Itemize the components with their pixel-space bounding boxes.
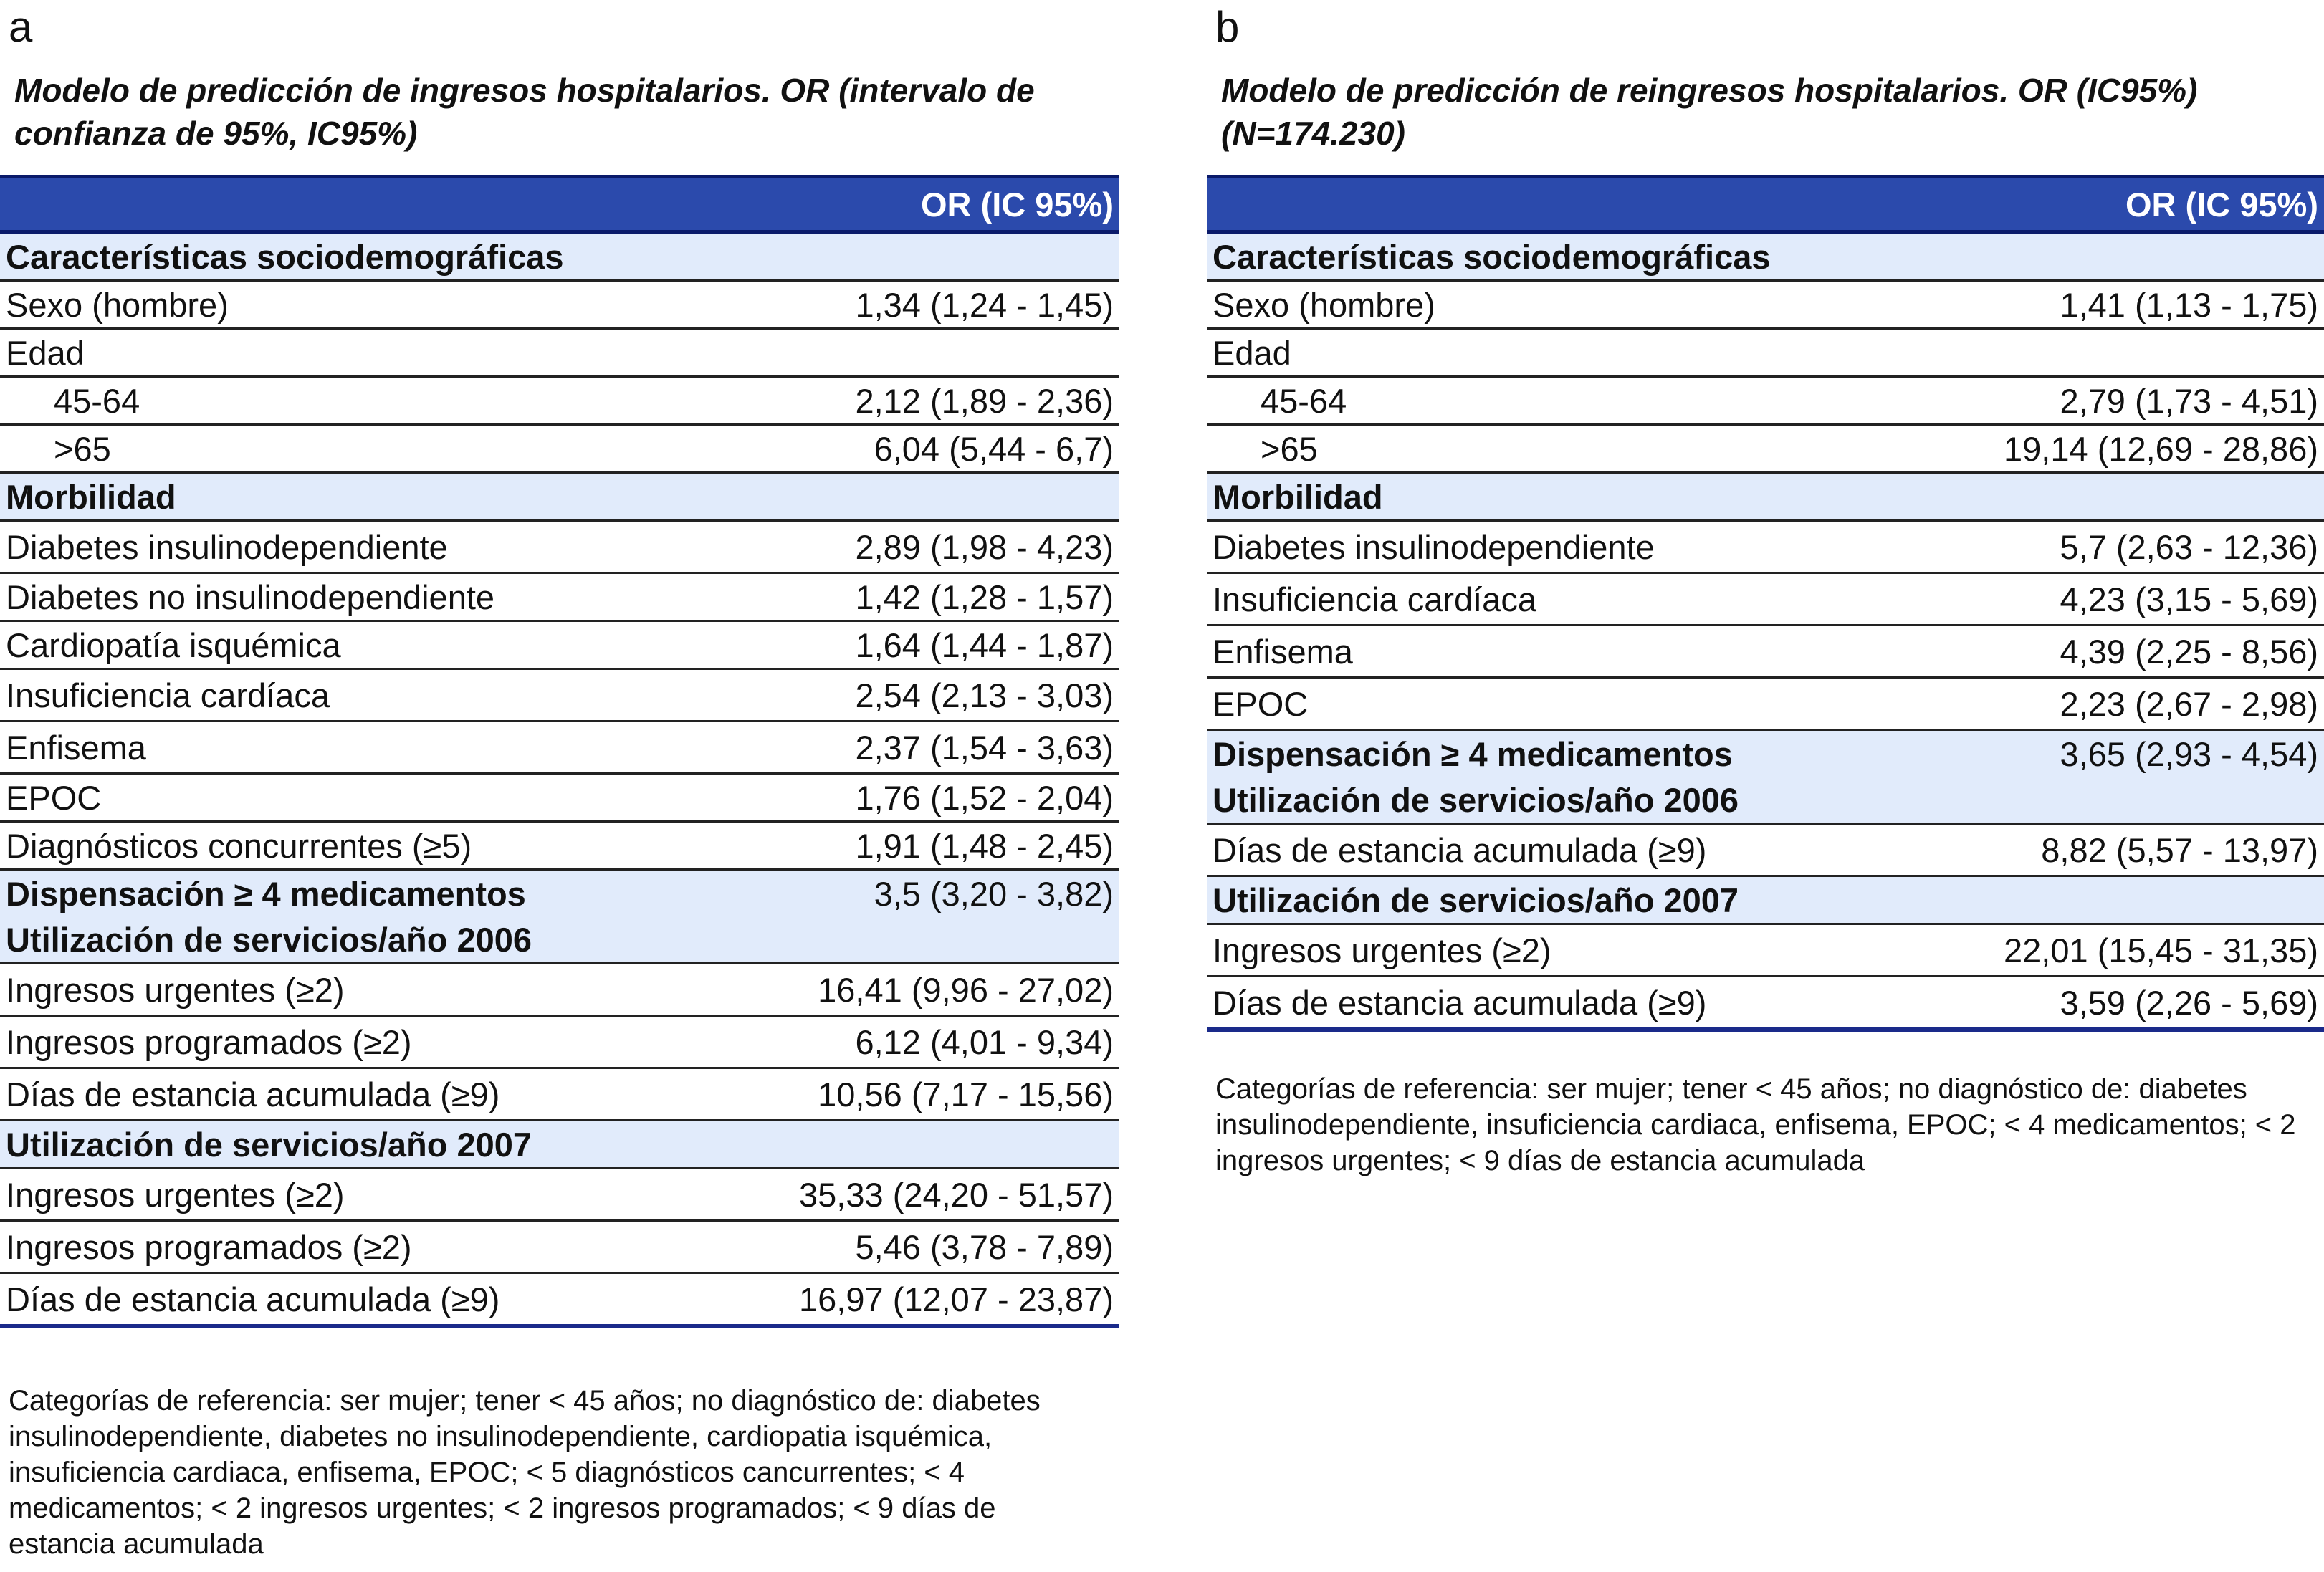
row-value: 2,54 (2,13 - 3,03) xyxy=(712,669,1119,722)
row-label: Días de estancia acumulada (≥9) xyxy=(0,1068,712,1121)
row-label: Morbilidad xyxy=(1207,473,1917,521)
row-value: 4,23 (3,15 - 5,69) xyxy=(1917,573,2324,626)
row-label: Utilización de servicios/año 2006 xyxy=(0,916,712,964)
row-label: Días de estancia acumulada (≥9) xyxy=(0,1273,712,1327)
table-row xyxy=(0,621,1119,669)
row-label: Sexo (hombre) xyxy=(0,281,712,329)
header-or-cell: OR (IC 95%) xyxy=(712,177,1119,232)
row-label: Sexo (hombre) xyxy=(1207,281,1917,329)
table-row xyxy=(0,1016,1119,1068)
row-label: Enfisema xyxy=(1207,626,1917,678)
section-row xyxy=(1207,473,2324,521)
row-value xyxy=(712,916,1119,964)
row-value: 22,01 (15,45 - 31,35) xyxy=(1917,924,2324,977)
row-value: 35,33 (24,20 - 51,57) xyxy=(712,1169,1119,1221)
row-label: Diabetes insulinodependiente xyxy=(0,521,712,573)
row-label: Edad xyxy=(0,329,712,377)
table-row xyxy=(0,964,1119,1016)
row-value: 19,14 (12,69 - 28,86) xyxy=(1917,425,2324,473)
table-header-row xyxy=(1207,177,2324,232)
section-row xyxy=(1207,232,2324,281)
row-label: Utilización de servicios/año 2007 xyxy=(1207,876,1917,924)
table-row xyxy=(1207,678,2324,730)
row-label: Enfisema xyxy=(0,722,712,774)
row-label: 45-64 xyxy=(1207,377,1917,425)
row-value: 2,79 (1,73 - 4,51) xyxy=(1917,377,2324,425)
table-row xyxy=(1207,425,2324,473)
row-value xyxy=(712,473,1119,521)
row-value: 6,12 (4,01 - 9,34) xyxy=(712,1016,1119,1068)
row-label: >65 xyxy=(0,425,712,473)
header-label-cell xyxy=(0,177,712,232)
table-row xyxy=(1207,281,2324,329)
row-label: Ingresos urgentes (≥2) xyxy=(0,964,712,1016)
row-value: 1,42 (1,28 - 1,57) xyxy=(712,573,1119,621)
row-value: 1,91 (1,48 - 2,45) xyxy=(712,822,1119,870)
table-row xyxy=(0,669,1119,722)
section-row xyxy=(0,1121,1119,1169)
row-value: 1,41 (1,13 - 1,75) xyxy=(1917,281,2324,329)
table-row xyxy=(0,722,1119,774)
row-value xyxy=(1917,329,2324,377)
table-row xyxy=(0,281,1119,329)
row-label: Días de estancia acumulada (≥9) xyxy=(1207,824,1917,876)
row-label: Insuficiencia cardíaca xyxy=(1207,573,1917,626)
row-label: Utilización de servicios/año 2006 xyxy=(1207,777,1917,824)
row-label: Edad xyxy=(1207,329,1917,377)
row-label: Diabetes no insulinodependiente xyxy=(0,573,712,621)
row-label: Dispensación ≥ 4 medicamentos xyxy=(0,870,712,917)
row-value xyxy=(1917,777,2324,824)
table-header-row xyxy=(0,177,1119,232)
or-table xyxy=(1207,175,2324,1032)
table-row xyxy=(1207,824,2324,876)
row-value: 2,12 (1,89 - 2,36) xyxy=(712,377,1119,425)
footnote: Categorías de referencia: ser mujer; tener < 45 años; no diagnóstico de: diabetes insulinodependiente, insuficiencia cardiaca, enfisema, EPOC; < 4 medicamentos; < 2 ingresos urgentes; < 9 días de estancia acumulada xyxy=(1215,1073,2296,1176)
table-row xyxy=(0,1273,1119,1327)
table-row xyxy=(1207,573,2324,626)
section-row xyxy=(0,916,1119,964)
table-row xyxy=(0,1221,1119,1273)
table-row xyxy=(0,521,1119,573)
row-value: 6,04 (5,44 - 6,7) xyxy=(712,425,1119,473)
row-value: 16,41 (9,96 - 27,02) xyxy=(712,964,1119,1016)
row-label: Ingresos urgentes (≥2) xyxy=(0,1169,712,1221)
table-row xyxy=(0,1169,1119,1221)
table-row xyxy=(0,425,1119,473)
row-label: Insuficiencia cardíaca xyxy=(0,669,712,722)
section-row xyxy=(1207,777,2324,824)
row-label: Ingresos urgentes (≥2) xyxy=(1207,924,1917,977)
row-value: 10,56 (7,17 - 15,56) xyxy=(712,1068,1119,1121)
row-value xyxy=(712,1121,1119,1169)
row-value: 1,34 (1,24 - 1,45) xyxy=(712,281,1119,329)
row-label: Días de estancia acumulada (≥9) xyxy=(1207,977,1917,1030)
row-value: 16,97 (12,07 - 23,87) xyxy=(712,1273,1119,1327)
or-table xyxy=(0,175,1119,1328)
row-value: 8,82 (5,57 - 13,97) xyxy=(1917,824,2324,876)
table-row xyxy=(1207,329,2324,377)
section-row xyxy=(0,232,1119,281)
row-value: 3,59 (2,26 - 5,69) xyxy=(1917,977,2324,1030)
footnote: Categorías de referencia: ser mujer; tener < 45 años; no diagnóstico de: diabetes insulinodependiente, diabetes no insulinodependiente, cardiopatia isquémica, insuficiencia cardiaca, enfisema, EPOC; < 5 diagnósticos cancurrentes; < 4 medicamentos; < 2 ingresos urgentes; < 2 ingresos programados; < 9 días de estancia acumulada xyxy=(9,1385,1041,1560)
row-label: 45-64 xyxy=(0,377,712,425)
row-value: 2,37 (1,54 - 3,63) xyxy=(712,722,1119,774)
panel-letter: a xyxy=(9,3,33,51)
table-row xyxy=(0,377,1119,425)
header-or-cell: OR (IC 95%) xyxy=(1917,177,2324,232)
row-value: 1,64 (1,44 - 1,87) xyxy=(712,621,1119,669)
section-row xyxy=(0,473,1119,521)
table-row xyxy=(0,329,1119,377)
row-value xyxy=(1917,473,2324,521)
row-label: EPOC xyxy=(1207,678,1917,730)
row-value: 2,89 (1,98 - 4,23) xyxy=(712,521,1119,573)
section-row xyxy=(1207,730,2324,777)
table-row xyxy=(0,774,1119,822)
row-value xyxy=(1917,232,2324,281)
row-label: Diagnósticos concurrentes (≥5) xyxy=(0,822,712,870)
row-label: Utilización de servicios/año 2007 xyxy=(0,1121,712,1169)
row-value: 5,7 (2,63 - 12,36) xyxy=(1917,521,2324,573)
row-label: >65 xyxy=(1207,425,1917,473)
header-label-cell xyxy=(1207,177,1917,232)
table-row xyxy=(1207,626,2324,678)
panel-title: Modelo de predicción de ingresos hospitalarios. OR (intervalo de confianza de 95%, IC95%) xyxy=(14,72,1035,152)
table-row xyxy=(0,1068,1119,1121)
row-label: Diabetes insulinodependiente xyxy=(1207,521,1917,573)
row-label: Ingresos programados (≥2) xyxy=(0,1221,712,1273)
row-label: Dispensación ≥ 4 medicamentos xyxy=(1207,730,1917,777)
table-row xyxy=(1207,924,2324,977)
table-row xyxy=(1207,521,2324,573)
row-value: 4,39 (2,25 - 8,56) xyxy=(1917,626,2324,678)
row-label: Cardiopatía isquémica xyxy=(0,621,712,669)
row-value: 2,23 (2,67 - 2,98) xyxy=(1917,678,2324,730)
row-value: 1,76 (1,52 - 2,04) xyxy=(712,774,1119,822)
table-row xyxy=(1207,977,2324,1030)
section-row xyxy=(1207,876,2324,924)
row-value: 3,65 (2,93 - 4,54) xyxy=(1917,730,2324,777)
row-label: Ingresos programados (≥2) xyxy=(0,1016,712,1068)
row-value: 5,46 (3,78 - 7,89) xyxy=(712,1221,1119,1273)
row-label: Morbilidad xyxy=(0,473,712,521)
panel-title: Modelo de predicción de reingresos hospitalarios. OR (IC95%) (N=174.230) xyxy=(1221,72,2198,152)
table-row xyxy=(1207,377,2324,425)
panel-letter: b xyxy=(1215,3,1240,51)
table-row xyxy=(0,822,1119,870)
row-label: EPOC xyxy=(0,774,712,822)
row-label: Características sociodemográficas xyxy=(1207,232,1917,281)
row-value xyxy=(712,232,1119,281)
row-label: Características sociodemográficas xyxy=(0,232,712,281)
table-row xyxy=(0,573,1119,621)
section-row xyxy=(0,870,1119,917)
row-value: 3,5 (3,20 - 3,82) xyxy=(712,870,1119,917)
row-value xyxy=(1917,876,2324,924)
row-value xyxy=(712,329,1119,377)
